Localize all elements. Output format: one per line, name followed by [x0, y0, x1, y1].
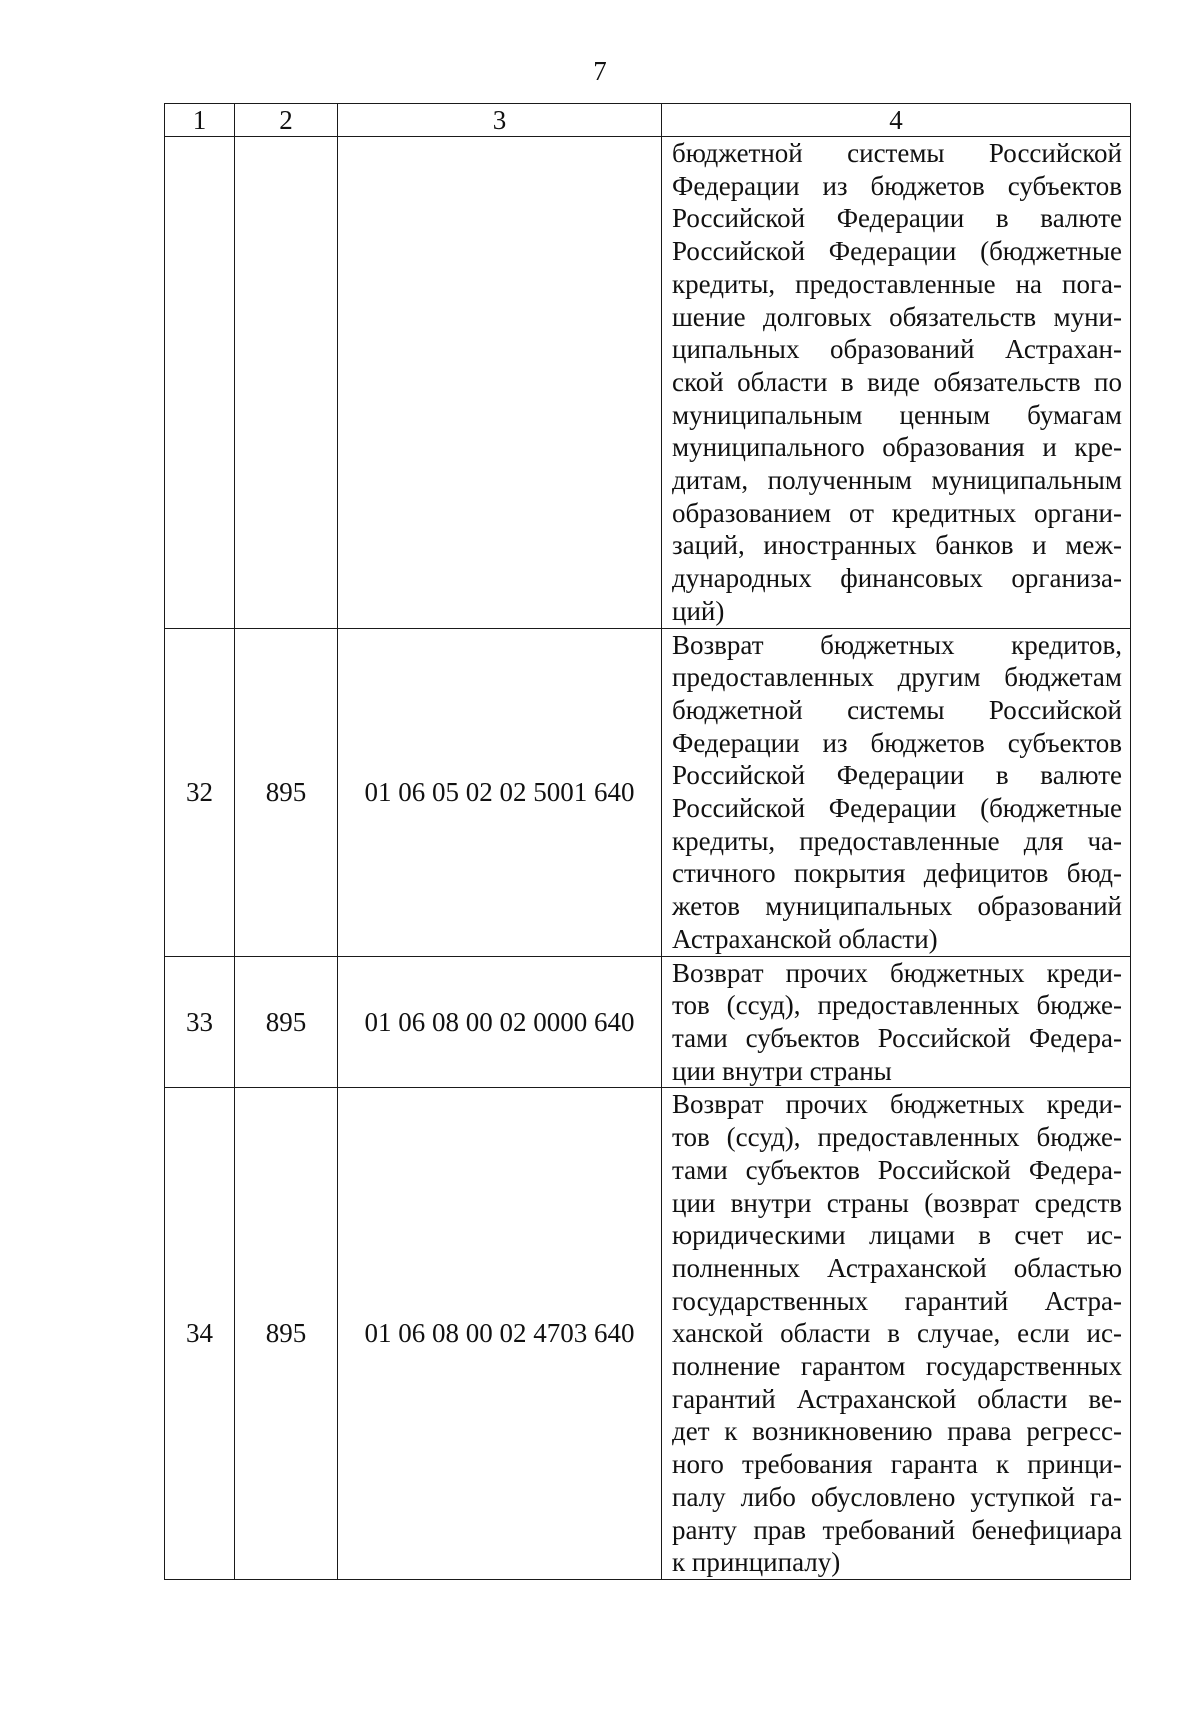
header-row [165, 104, 1131, 137]
admin-code-cell: 895 [235, 628, 338, 956]
description-line: ской области в виде обязательств по [672, 366, 1122, 397]
budget-code-cell: 01 06 08 00 02 4703 640 [338, 1088, 662, 1580]
description-cell [662, 1088, 1131, 1580]
description-line: ранту прав требований бенефициара [672, 1514, 1122, 1545]
description-line: жетов муниципальных образований [672, 891, 1122, 922]
description-line: к принципалу) [672, 1547, 841, 1578]
description-line: бюджетной системы Российской [672, 694, 1122, 725]
budget-code-cell: 01 06 05 02 02 5001 640 [338, 628, 662, 956]
description-line: Федерации из бюджетов субъектов [672, 170, 1122, 201]
description-line: шение долговых обязательств муни- [672, 301, 1122, 332]
description-line: тами субъектов Российской Федера- [672, 1154, 1122, 1185]
description-line: ции внутри страны (возврат средств [672, 1187, 1122, 1218]
description-line: Возврат прочих бюджетных креди- [672, 1089, 1122, 1120]
description-line: юридическими лицами в счет ис- [672, 1220, 1122, 1251]
table-row [165, 1088, 1131, 1580]
description-line: предоставленных другим бюджетам [672, 662, 1122, 693]
budget-code-cell: 01 06 08 00 02 0000 640 [338, 956, 662, 1088]
row-number-cell [165, 137, 235, 629]
description-line: дет к возникновению права регресс- [672, 1416, 1122, 1447]
description-cell [662, 956, 1131, 1088]
description-line: тов (ссуд), предоставленных бюдже- [672, 990, 1122, 1021]
header-col-3: 3 [338, 104, 662, 137]
page-number: 7 [593, 56, 607, 86]
description-line: ного требования гаранта к принци- [672, 1449, 1122, 1480]
description-line: ханской области в случае, если ис- [672, 1318, 1122, 1349]
row-number-cell: 34 [165, 1088, 235, 1580]
row-number-cell: 33 [165, 956, 235, 1088]
admin-code-cell: 895 [235, 1088, 338, 1580]
row-number-cell: 32 [165, 628, 235, 956]
header-col-2: 2 [235, 104, 338, 137]
description-line: полненных Астраханской областью [672, 1252, 1122, 1283]
budget-code-cell [338, 137, 662, 629]
admin-code-cell [235, 137, 338, 629]
description-line: Астраханской области) [672, 923, 938, 954]
header-col-4: 4 [662, 104, 1131, 137]
description-line: заций, иностранных банков и меж- [672, 530, 1122, 561]
admin-code-cell: 895 [235, 956, 338, 1088]
description-line: государственных гарантий Астра- [672, 1285, 1122, 1316]
table-row [165, 956, 1131, 1088]
description-line: Российской Федерации (бюджетные [672, 236, 1122, 267]
description-cell [662, 628, 1131, 956]
description-line: Российской Федерации в валюте [672, 760, 1122, 791]
description-line: дународных финансовых организа- [672, 563, 1122, 594]
description-line: стичного покрытия дефицитов бюд- [672, 858, 1122, 889]
description-line: образованием от кредитных органи- [672, 497, 1122, 528]
description-line: тов (ссуд), предоставленных бюдже- [672, 1122, 1122, 1153]
description-line: Российской Федерации (бюджетные [672, 793, 1122, 824]
description-line: тами субъектов Российской Федера- [672, 1022, 1122, 1053]
description-line: ции внутри страны [672, 1055, 892, 1086]
description-cell [662, 137, 1131, 629]
description-line: полнение гарантом государственных [672, 1351, 1122, 1382]
description-line: гарантий Астраханской области ве- [672, 1383, 1122, 1414]
table-header [165, 104, 1131, 137]
description-line: палу либо обусловлено уступкой га- [672, 1481, 1122, 1512]
codes-table [164, 103, 1131, 1580]
description-line: кредиты, предоставленные на пога- [672, 268, 1122, 299]
header-col-1: 1 [165, 104, 235, 137]
description-line: ципальных образований Астрахан- [672, 334, 1122, 365]
description-line: ций) [672, 595, 725, 626]
description-line: бюджетной системы Российской [672, 138, 1122, 168]
description-line: Возврат бюджетных кредитов, [672, 629, 1122, 660]
table-body [165, 137, 1131, 1580]
table-row [165, 137, 1131, 629]
table-row [165, 628, 1131, 956]
description-line: Российской Федерации в валюте [672, 203, 1122, 234]
description-line: кредиты, предоставленные для ча- [672, 825, 1122, 856]
description-line: дитам, полученным муниципальным [672, 465, 1122, 496]
description-line: Возврат прочих бюджетных креди- [672, 957, 1122, 988]
description-line: Федерации из бюджетов субъектов [672, 727, 1122, 758]
description-line: муниципальным ценным бумагам [672, 399, 1122, 430]
description-line: муниципального образования и кре- [672, 432, 1122, 463]
